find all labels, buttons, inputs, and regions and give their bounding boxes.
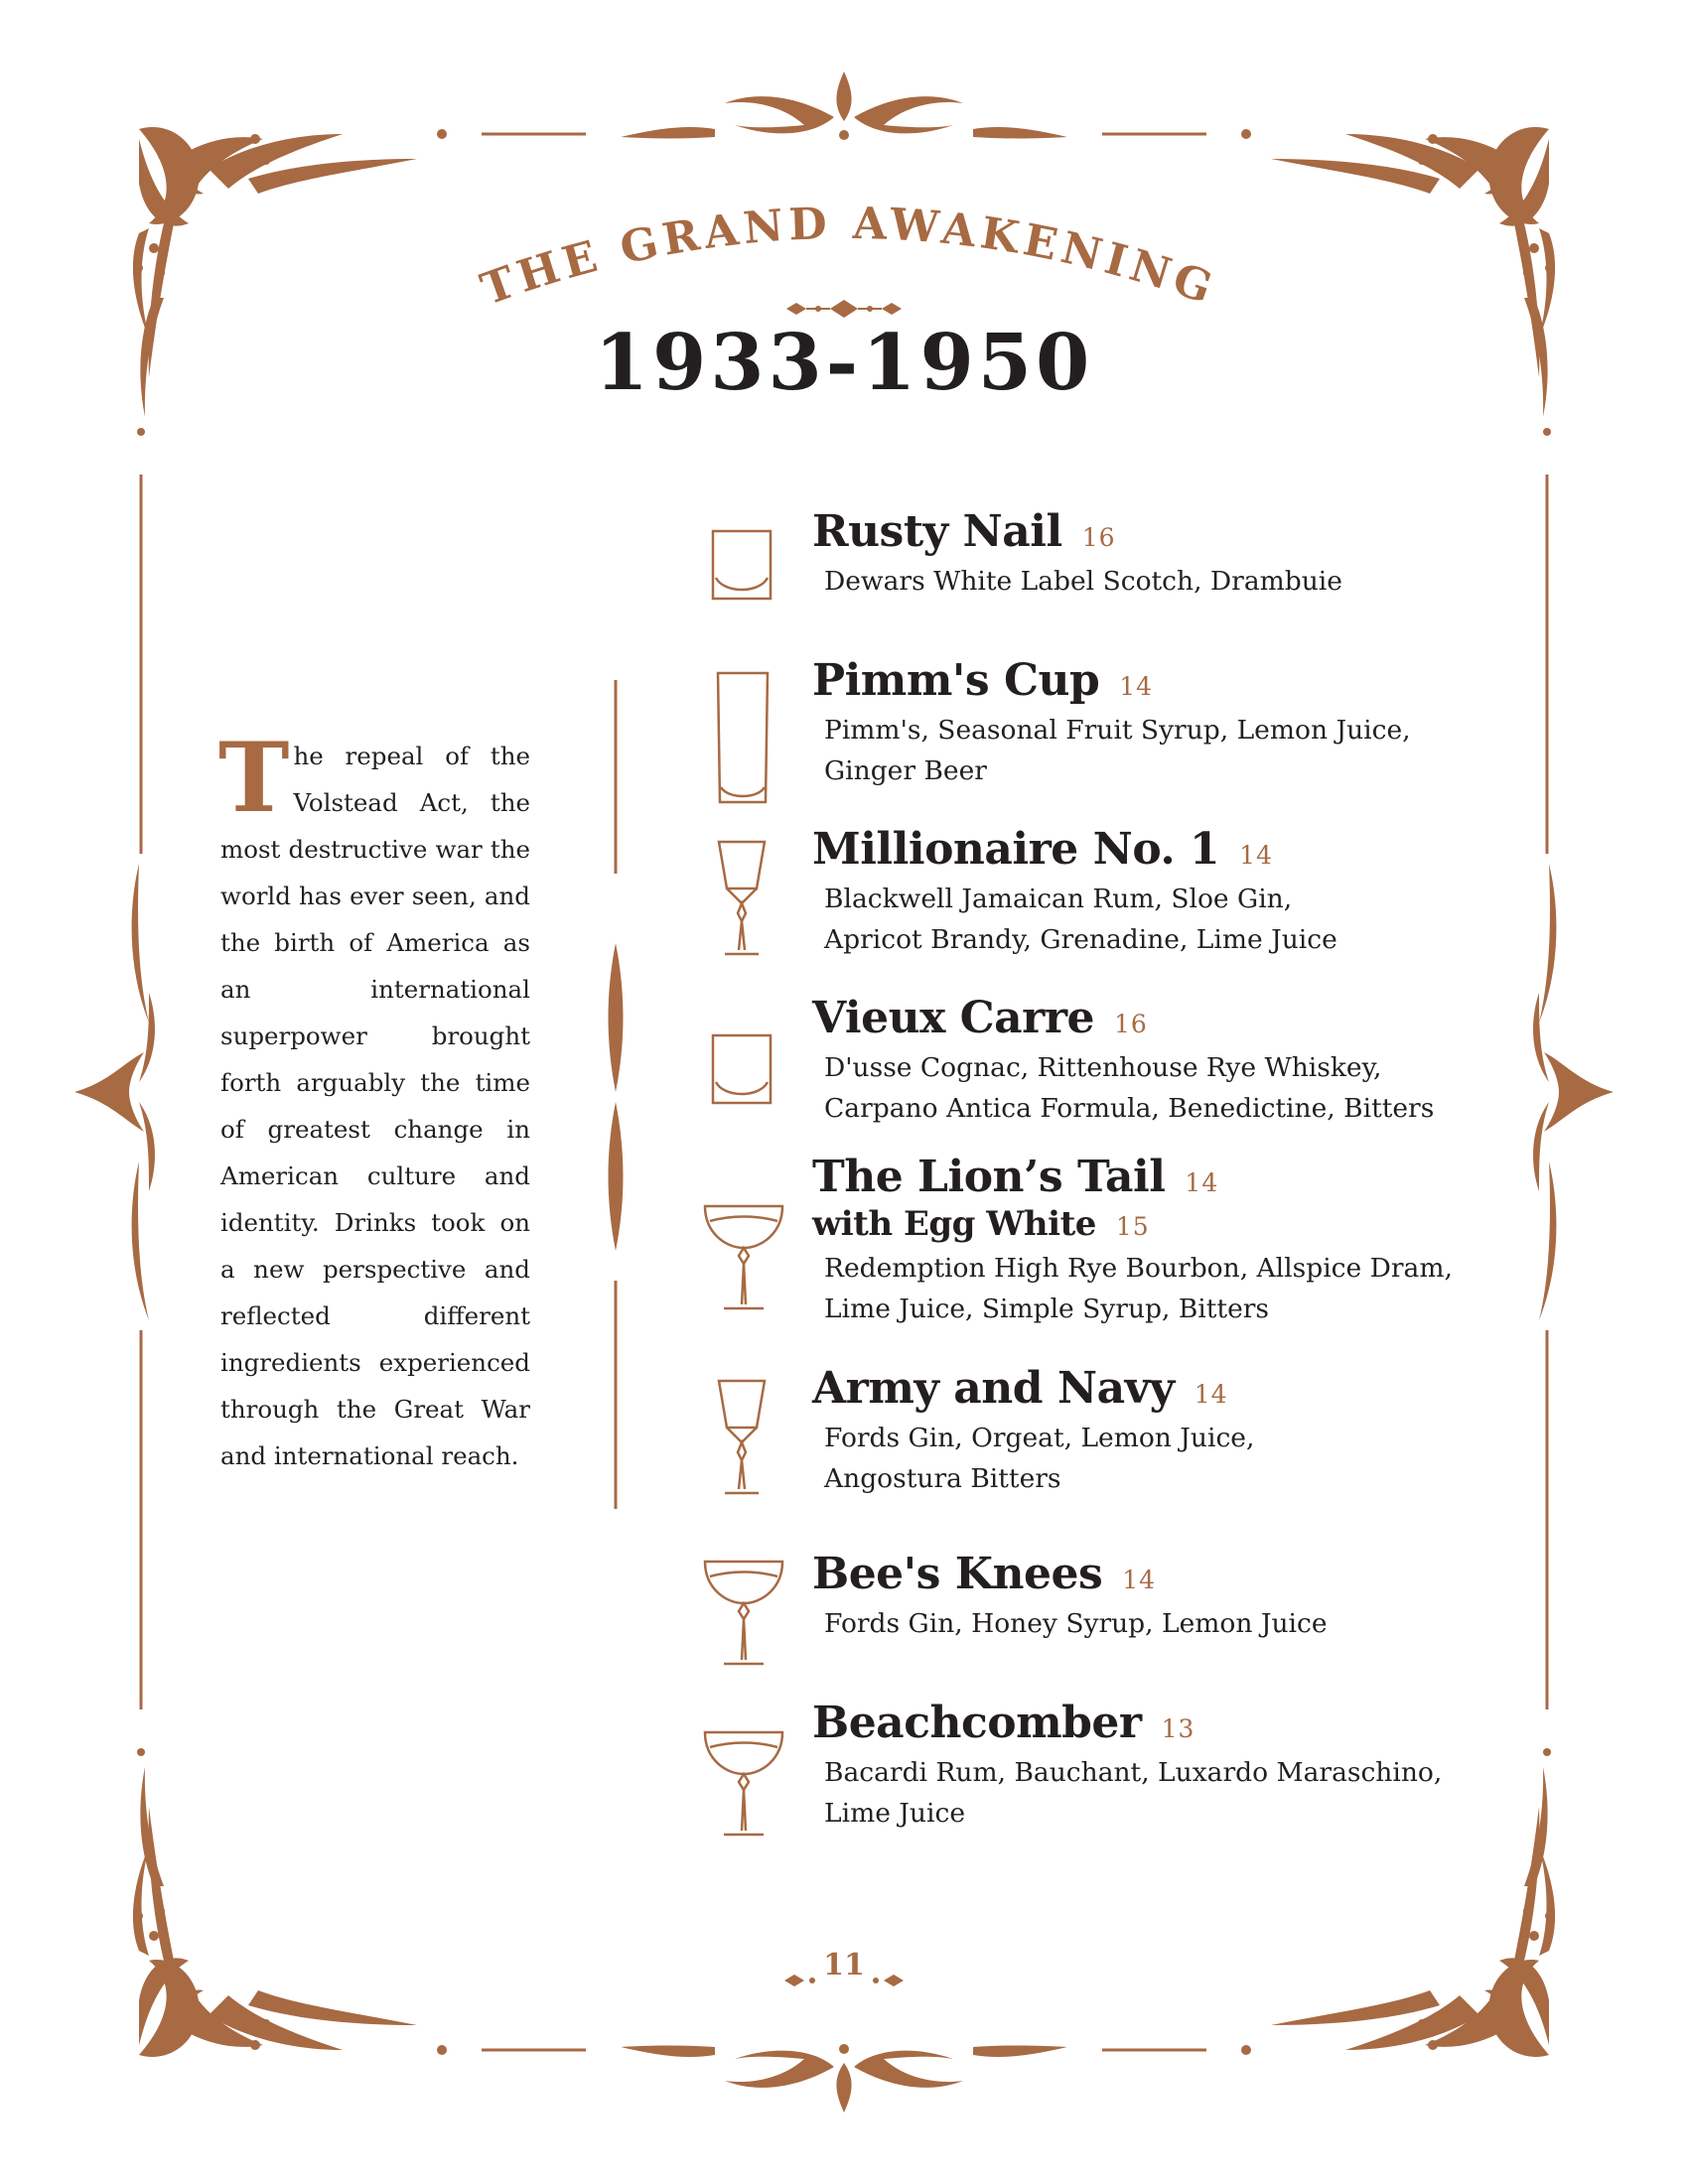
ingredient-line: Redemption High Rye Bourbon, Allspice Dram,	[824, 1253, 1453, 1284]
svg-text:THE GRAND AWAKENING	[475, 199, 1222, 316]
drink-price: 14	[1239, 841, 1273, 870]
ingredient-line: Bacardi Rum, Bauchant, Luxardo Maraschino,	[824, 1757, 1443, 1788]
drink-price: 13	[1161, 1714, 1196, 1743]
drink-pimms-cup	[812, 655, 1507, 791]
ingredient-line: Lime Juice	[824, 1798, 965, 1829]
drink-ingredients	[824, 1603, 1507, 1644]
drink-price: 14	[1194, 1380, 1228, 1409]
drink-ingredients	[824, 1418, 1507, 1499]
intro-text: he repeal of the Volstead Act, the most destructive war the world has ever seen, and the birth of America as an international superpower brought forth arguably the time of greatest change in American culture and identity. Drinks took on a new perspective and reflected different ingredients experienced through the Great War and international reach.	[220, 742, 530, 1470]
drink-the-lions-tail	[812, 1152, 1507, 1329]
drink-name: Rusty Nail	[812, 506, 1062, 557]
drop-cap: T	[218, 722, 290, 834]
years-heading: 1933-1950	[594, 318, 1094, 408]
drink-price: 16	[1114, 1010, 1148, 1038]
cordial-glass-icon	[715, 839, 769, 958]
drink-ingredients	[824, 1248, 1507, 1329]
drink-price: 16	[1081, 523, 1116, 552]
drink-variant-name: with Egg White	[812, 1204, 1096, 1244]
drink-name: Bee's Knees	[812, 1549, 1103, 1599]
ingredient-line: Angostura Bitters	[824, 1463, 1061, 1494]
drink-price: 14	[1185, 1168, 1219, 1197]
page-number: 11	[823, 1948, 865, 1982]
drink-name: Pimm's Cup	[812, 655, 1100, 706]
ingredient-line: Fords Gin, Orgeat, Lemon Juice,	[824, 1423, 1255, 1453]
drink-name: Millionaire No. 1	[812, 824, 1220, 875]
drink-name: The Lion’s Tail	[812, 1152, 1166, 1202]
ingredient-line: Apricot Brandy, Grenadine, Lime Juice	[824, 924, 1337, 955]
drink-ingredients	[824, 879, 1507, 960]
ingredient-line: Blackwell Jamaican Rum, Sloe Gin,	[824, 884, 1293, 914]
cordial-glass-icon	[715, 1378, 769, 1497]
drink-ingredients	[824, 561, 1507, 602]
ingredient-line: Lime Juice, Simple Syrup, Bitters	[824, 1294, 1270, 1324]
drink-ingredients	[824, 710, 1507, 791]
coupe-glass-icon	[702, 1559, 785, 1668]
drink-price: 14	[1122, 1566, 1157, 1594]
title-text: THE GRAND AWAKENING	[475, 198, 1223, 316]
ingredient-line: D'usse Cognac, Rittenhouse Rye Whiskey,	[824, 1052, 1382, 1083]
drink-name: Vieux Carre	[812, 993, 1095, 1043]
drink-name: Beachcomber	[812, 1698, 1142, 1748]
ingredient-line: Pimm's, Seasonal Fruit Syrup, Lemon Juice,	[824, 715, 1411, 746]
coupe-glass-icon	[702, 1729, 785, 1839]
drink-beachcomber	[812, 1698, 1507, 1834]
rocks-glass-icon	[710, 528, 774, 602]
drink-millionaire-no-1	[812, 824, 1507, 960]
drink-ingredients	[824, 1752, 1507, 1834]
ingredient-line: Ginger Beer	[824, 755, 987, 786]
drink-bees-knees	[812, 1549, 1507, 1644]
intro-paragraph	[218, 722, 530, 1479]
drink-ingredients	[824, 1047, 1507, 1129]
coupe-glass-icon	[702, 1203, 785, 1312]
section-title	[0, 0, 1688, 338]
drink-variant-price: 15	[1115, 1212, 1150, 1241]
ingredient-line: Dewars White Label Scotch, Drambuie	[824, 566, 1342, 597]
drink-name: Army and Navy	[812, 1363, 1175, 1414]
drink-vieux-carre	[812, 993, 1507, 1129]
drink-price: 14	[1119, 672, 1154, 701]
drink-army-and-navy	[812, 1363, 1507, 1499]
ingredient-line: Carpano Antica Formula, Benedictine, Bitters	[824, 1093, 1435, 1124]
drink-rusty-nail	[812, 506, 1507, 602]
highball-glass-icon	[714, 670, 772, 805]
rocks-glass-icon	[710, 1032, 774, 1106]
ingredient-line: Fords Gin, Honey Syrup, Lemon Juice	[824, 1608, 1328, 1639]
